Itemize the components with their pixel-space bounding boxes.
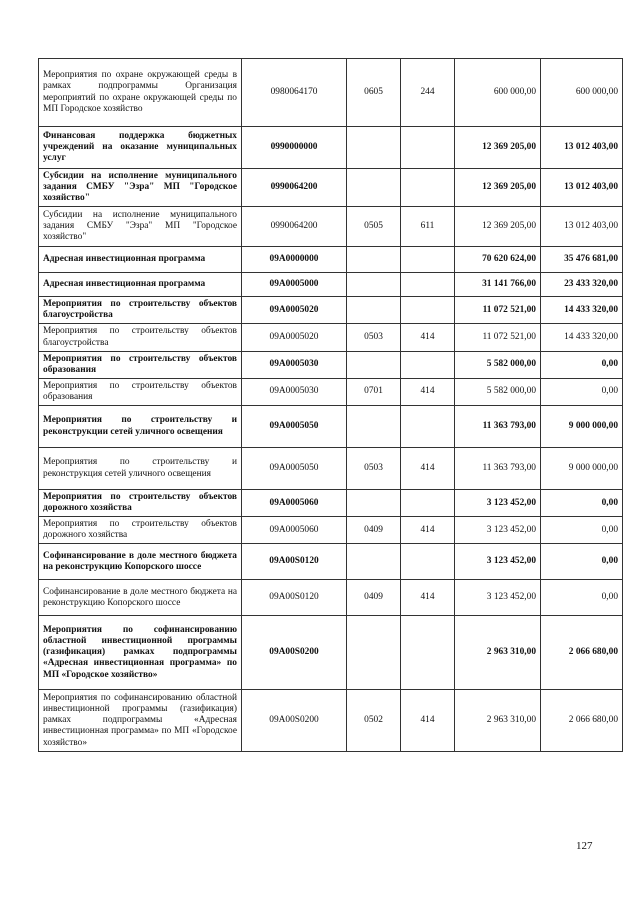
row-name: Субсидии на исполнение муниципального задания СМБУ "Эзра" МП "Городское хозяйство" <box>39 169 242 207</box>
row-vr <box>401 406 455 448</box>
row-name: Мероприятия по строительству объектов образования <box>39 351 242 378</box>
page-number: 127 <box>576 840 593 852</box>
row-csr: 09А0005020 <box>242 297 347 324</box>
row-sum-year2: 0,00 <box>541 580 623 616</box>
row-name: Софинансирование в доле местного бюджета на реконструкцию Копорского шоссе <box>39 580 242 616</box>
row-csr: 0990000000 <box>242 127 347 169</box>
row-name: Мероприятия по строительству объектов благоустройства <box>39 324 242 351</box>
table-row <box>39 616 623 690</box>
row-sum-year1: 12 369 205,00 <box>455 207 541 247</box>
row-vr <box>401 544 455 580</box>
table-row <box>39 580 623 616</box>
row-section: 0503 <box>347 324 401 351</box>
table-row <box>39 297 623 324</box>
row-section <box>347 616 401 690</box>
row-name: Мероприятия по строительству объектов образования <box>39 378 242 405</box>
row-sum-year2: 0,00 <box>541 517 623 544</box>
table-row <box>39 690 623 752</box>
row-sum-year2: 13 012 403,00 <box>541 207 623 247</box>
row-sum-year1: 12 369 205,00 <box>455 127 541 169</box>
row-name: Адресная инвестиционная программа <box>39 273 242 297</box>
row-section: 0502 <box>347 690 401 752</box>
row-section <box>347 297 401 324</box>
row-csr: 09А00S0200 <box>242 616 347 690</box>
row-sum-year1: 11 363 793,00 <box>455 448 541 490</box>
row-csr: 09А0000000 <box>242 247 347 273</box>
row-vr: 414 <box>401 690 455 752</box>
row-name: Софинансирование в доле местного бюджета на реконструкцию Копорского шоссе <box>39 544 242 580</box>
row-sum-year2: 9 000 000,00 <box>541 406 623 448</box>
row-sum-year1: 5 582 000,00 <box>455 378 541 405</box>
row-csr: 0980064170 <box>242 59 347 127</box>
row-sum-year2: 2 066 680,00 <box>541 690 623 752</box>
row-sum-year1: 31 141 766,00 <box>455 273 541 297</box>
table-row <box>39 406 623 448</box>
row-vr <box>401 247 455 273</box>
row-name: Мероприятия по строительству и реконструкции сетей уличного освещения <box>39 406 242 448</box>
row-vr <box>401 273 455 297</box>
row-csr: 09А00S0200 <box>242 690 347 752</box>
row-section: 0605 <box>347 59 401 127</box>
row-section: 0505 <box>347 207 401 247</box>
row-vr <box>401 169 455 207</box>
row-sum-year1: 2 963 310,00 <box>455 690 541 752</box>
row-section <box>347 273 401 297</box>
row-name: Мероприятия по строительству объектов дорожного хозяйства <box>39 490 242 517</box>
row-sum-year2: 600 000,00 <box>541 59 623 127</box>
row-vr <box>401 127 455 169</box>
row-name: Мероприятия по строительству объектов благоустройства <box>39 297 242 324</box>
row-vr: 611 <box>401 207 455 247</box>
row-sum-year2: 0,00 <box>541 351 623 378</box>
row-sum-year2: 9 000 000,00 <box>541 448 623 490</box>
row-sum-year1: 3 123 452,00 <box>455 580 541 616</box>
row-sum-year2: 2 066 680,00 <box>541 616 623 690</box>
row-name: Мероприятия по охране окружающей среды в рамках подпрограммы Организация мероприятий по охране окружающей среды по МП Городское хозяйство <box>39 59 242 127</box>
row-vr <box>401 351 455 378</box>
row-csr: 0990064200 <box>242 169 347 207</box>
row-sum-year1: 11 363 793,00 <box>455 406 541 448</box>
row-vr: 414 <box>401 324 455 351</box>
row-sum-year1: 70 620 624,00 <box>455 247 541 273</box>
row-csr: 09А0005060 <box>242 490 347 517</box>
row-name: Мероприятия по софинансированию областной инвестиционной программы (газификация) рамках подпрограммы «Адресная инвестиционная программа» по МП «Городское хозяйство» <box>39 690 242 752</box>
row-name: Мероприятия по софинансированию областной инвестиционной программы (газификация) рамках подпрограммы «Адресная инвестиционная программа» по МП «Городское хозяйство» <box>39 616 242 690</box>
row-sum-year1: 3 123 452,00 <box>455 517 541 544</box>
row-csr: 09А0005050 <box>242 448 347 490</box>
row-section <box>347 169 401 207</box>
table-row <box>39 273 623 297</box>
row-section: 0701 <box>347 378 401 405</box>
table-row <box>39 59 623 127</box>
row-sum-year1: 12 369 205,00 <box>455 169 541 207</box>
row-vr: 244 <box>401 59 455 127</box>
row-section: 0409 <box>347 517 401 544</box>
row-sum-year1: 11 072 521,00 <box>455 297 541 324</box>
row-sum-year2: 35 476 681,00 <box>541 247 623 273</box>
row-name: Адресная инвестиционная программа <box>39 247 242 273</box>
row-vr: 414 <box>401 580 455 616</box>
row-vr <box>401 616 455 690</box>
row-sum-year1: 3 123 452,00 <box>455 544 541 580</box>
row-csr: 09А00S0120 <box>242 544 347 580</box>
row-section <box>347 247 401 273</box>
row-name: Субсидии на исполнение муниципального задания СМБУ "Эзра" МП "Городское хозяйство" <box>39 207 242 247</box>
row-csr: 09А0005030 <box>242 378 347 405</box>
budget-table <box>38 58 623 752</box>
table-row <box>39 169 623 207</box>
table-row <box>39 544 623 580</box>
table-row <box>39 448 623 490</box>
row-vr <box>401 297 455 324</box>
table-row <box>39 207 623 247</box>
row-sum-year1: 600 000,00 <box>455 59 541 127</box>
row-section <box>347 351 401 378</box>
row-vr: 414 <box>401 378 455 405</box>
row-sum-year2: 0,00 <box>541 378 623 405</box>
row-section: 0409 <box>347 580 401 616</box>
row-sum-year2: 14 433 320,00 <box>541 297 623 324</box>
table-row <box>39 490 623 517</box>
row-name: Мероприятия по строительству и реконструкция сетей уличного освещения <box>39 448 242 490</box>
table-row <box>39 324 623 351</box>
row-sum-year2: 23 433 320,00 <box>541 273 623 297</box>
row-vr: 414 <box>401 448 455 490</box>
row-sum-year1: 5 582 000,00 <box>455 351 541 378</box>
table-row <box>39 378 623 405</box>
row-sum-year1: 3 123 452,00 <box>455 490 541 517</box>
table-row <box>39 247 623 273</box>
row-vr <box>401 490 455 517</box>
row-section <box>347 127 401 169</box>
row-csr: 09А00S0120 <box>242 580 347 616</box>
row-sum-year2: 13 012 403,00 <box>541 169 623 207</box>
row-sum-year2: 0,00 <box>541 544 623 580</box>
row-section <box>347 406 401 448</box>
row-csr: 09А0005050 <box>242 406 347 448</box>
row-sum-year2: 0,00 <box>541 490 623 517</box>
row-sum-year1: 11 072 521,00 <box>455 324 541 351</box>
row-name: Мероприятия по строительству объектов дорожного хозяйства <box>39 517 242 544</box>
row-csr: 09А0005030 <box>242 351 347 378</box>
row-csr: 0990064200 <box>242 207 347 247</box>
table-row <box>39 127 623 169</box>
table-row <box>39 351 623 378</box>
row-sum-year1: 2 963 310,00 <box>455 616 541 690</box>
table-row <box>39 517 623 544</box>
budget-table-body <box>39 59 623 752</box>
row-csr: 09А0005000 <box>242 273 347 297</box>
row-name: Финансовая поддержка бюджетных учреждений на оказание муниципальных услуг <box>39 127 242 169</box>
row-sum-year2: 14 433 320,00 <box>541 324 623 351</box>
row-csr: 09А0005020 <box>242 324 347 351</box>
row-csr: 09А0005060 <box>242 517 347 544</box>
row-section <box>347 490 401 517</box>
row-section <box>347 544 401 580</box>
row-sum-year2: 13 012 403,00 <box>541 127 623 169</box>
row-section: 0503 <box>347 448 401 490</box>
row-vr: 414 <box>401 517 455 544</box>
